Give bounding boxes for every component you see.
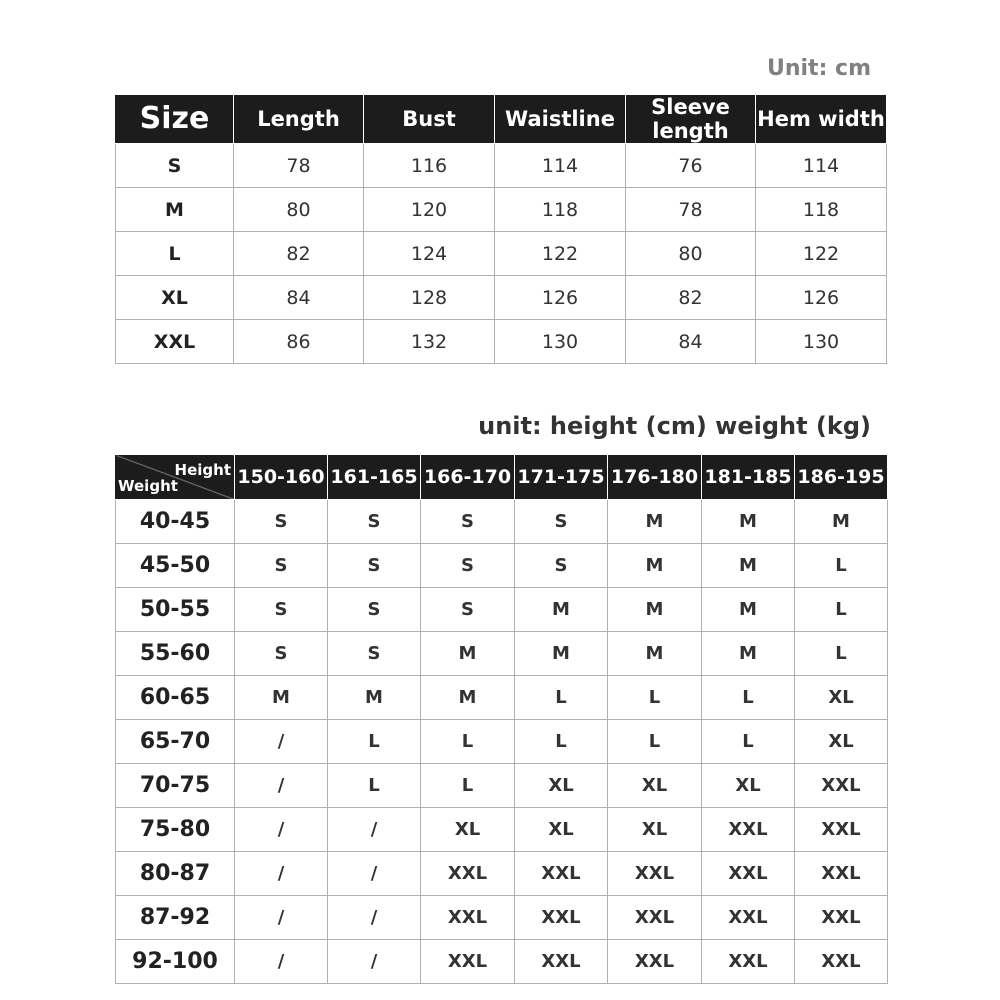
- recommended-size-cell: S: [421, 544, 515, 588]
- size-chart-header-cell: Hem width: [756, 95, 887, 144]
- measurement-cell: 80: [234, 188, 364, 232]
- weight-range-cell: 92-100: [116, 940, 235, 984]
- recommended-size-cell: XXL: [702, 852, 795, 896]
- recommended-size-cell: /: [235, 764, 328, 808]
- size-chart-header-cell: Sleeve length: [626, 95, 756, 144]
- size-chart-header-row: [116, 95, 887, 144]
- recommended-size-cell: /: [328, 852, 421, 896]
- size-chart-unit-label: Unit: cm: [766, 56, 871, 81]
- recommended-size-cell: /: [235, 808, 328, 852]
- measurement-cell: 78: [234, 144, 364, 188]
- recommended-size-cell: S: [421, 588, 515, 632]
- recommended-size-cell: S: [328, 588, 421, 632]
- recommended-size-cell: XXL: [795, 764, 888, 808]
- measurement-cell: 122: [756, 232, 887, 276]
- size-chart-row: [116, 232, 887, 276]
- measurement-cell: 130: [756, 320, 887, 364]
- measurement-cell: 84: [234, 276, 364, 320]
- size-chart-row: [116, 276, 887, 320]
- recommended-size-cell: S: [328, 500, 421, 544]
- weight-range-cell: 55-60: [116, 632, 235, 676]
- measurement-cell: 116: [364, 144, 495, 188]
- measurement-cell: 114: [756, 144, 887, 188]
- height-range-header-cell: 186-195: [795, 455, 888, 500]
- recommended-size-cell: XXL: [608, 852, 702, 896]
- recommended-size-cell: XXL: [702, 808, 795, 852]
- measurement-cell: 114: [495, 144, 626, 188]
- recommended-size-cell: L: [608, 676, 702, 720]
- recommended-size-cell: S: [235, 588, 328, 632]
- measurement-cell: 126: [495, 276, 626, 320]
- measurement-cell: 124: [364, 232, 495, 276]
- height-range-header-cell: 171-175: [515, 455, 608, 500]
- recommended-size-cell: XXL: [608, 896, 702, 940]
- corner-height-label: Height: [174, 461, 231, 479]
- recommended-size-cell: L: [608, 720, 702, 764]
- measurement-cell: 118: [756, 188, 887, 232]
- weight-range-cell: 65-70: [116, 720, 235, 764]
- recommendation-row: [116, 852, 888, 896]
- recommended-size-cell: M: [702, 632, 795, 676]
- recommended-size-cell: XXL: [702, 940, 795, 984]
- size-label-cell: S: [116, 144, 234, 188]
- recommended-size-cell: M: [515, 588, 608, 632]
- size-chart-header-cell: Size: [116, 95, 234, 144]
- recommended-size-cell: XL: [795, 720, 888, 764]
- size-chart-header-cell: Waistline: [495, 95, 626, 144]
- height-range-header-cell: 176-180: [608, 455, 702, 500]
- weight-range-cell: 60-65: [116, 676, 235, 720]
- measurement-cell: 76: [626, 144, 756, 188]
- recommendation-row: [116, 808, 888, 852]
- recommended-size-cell: L: [795, 544, 888, 588]
- recommended-size-cell: M: [702, 544, 795, 588]
- recommended-size-cell: XL: [515, 808, 608, 852]
- height-range-header-cell: 150-160: [235, 455, 328, 500]
- recommendation-row: [116, 588, 888, 632]
- recommended-size-cell: S: [235, 544, 328, 588]
- recommended-size-cell: XXL: [795, 808, 888, 852]
- recommendation-header-row: [116, 455, 888, 500]
- size-chart-table: [115, 94, 887, 364]
- recommended-size-cell: /: [328, 940, 421, 984]
- weight-range-cell: 50-55: [116, 588, 235, 632]
- weight-range-cell: 87-92: [116, 896, 235, 940]
- recommended-size-cell: XL: [608, 764, 702, 808]
- size-recommendation-table: [115, 454, 888, 984]
- recommended-size-cell: S: [328, 544, 421, 588]
- measurement-cell: 126: [756, 276, 887, 320]
- recommended-size-cell: L: [421, 720, 515, 764]
- measurement-cell: 78: [626, 188, 756, 232]
- recommendation-row: [116, 764, 888, 808]
- recommended-size-cell: M: [608, 500, 702, 544]
- measurement-cell: 120: [364, 188, 495, 232]
- recommended-size-cell: L: [515, 720, 608, 764]
- recommended-size-cell: S: [235, 500, 328, 544]
- size-label-cell: L: [116, 232, 234, 276]
- size-label-cell: XL: [116, 276, 234, 320]
- recommendation-unit-label: unit: height (cm) weight (kg): [478, 412, 871, 440]
- recommended-size-cell: XXL: [795, 852, 888, 896]
- recommended-size-cell: M: [235, 676, 328, 720]
- weight-range-cell: 70-75: [116, 764, 235, 808]
- height-weight-corner-cell: [116, 455, 235, 500]
- recommended-size-cell: L: [702, 676, 795, 720]
- recommended-size-cell: XXL: [515, 852, 608, 896]
- recommended-size-cell: XXL: [608, 940, 702, 984]
- recommended-size-cell: XXL: [795, 940, 888, 984]
- size-chart-row: [116, 320, 887, 364]
- recommended-size-cell: M: [421, 632, 515, 676]
- recommended-size-cell: S: [515, 544, 608, 588]
- size-chart-row: [116, 188, 887, 232]
- recommended-size-cell: L: [328, 720, 421, 764]
- height-range-header-cell: 181-185: [702, 455, 795, 500]
- recommended-size-cell: XXL: [421, 896, 515, 940]
- measurement-cell: 84: [626, 320, 756, 364]
- recommended-size-cell: S: [328, 632, 421, 676]
- measurement-cell: 118: [495, 188, 626, 232]
- recommended-size-cell: XXL: [515, 940, 608, 984]
- recommended-size-cell: L: [515, 676, 608, 720]
- recommended-size-cell: S: [421, 500, 515, 544]
- recommended-size-cell: XXL: [421, 940, 515, 984]
- recommended-size-cell: /: [235, 720, 328, 764]
- recommendation-row: [116, 940, 888, 984]
- recommended-size-cell: M: [608, 632, 702, 676]
- measurement-cell: 82: [626, 276, 756, 320]
- recommended-size-cell: S: [515, 500, 608, 544]
- recommendation-row: [116, 544, 888, 588]
- height-range-header-cell: 166-170: [421, 455, 515, 500]
- recommendation-row: [116, 632, 888, 676]
- recommended-size-cell: XL: [608, 808, 702, 852]
- measurement-cell: 122: [495, 232, 626, 276]
- recommendation-row: [116, 676, 888, 720]
- height-range-header-cell: 161-165: [328, 455, 421, 500]
- recommended-size-cell: XXL: [421, 852, 515, 896]
- recommended-size-cell: XXL: [515, 896, 608, 940]
- recommendation-row: [116, 896, 888, 940]
- recommended-size-cell: L: [795, 632, 888, 676]
- recommended-size-cell: M: [515, 632, 608, 676]
- recommended-size-cell: M: [608, 544, 702, 588]
- recommendation-row: [116, 720, 888, 764]
- recommended-size-cell: L: [795, 588, 888, 632]
- measurement-cell: 82: [234, 232, 364, 276]
- recommended-size-cell: M: [702, 588, 795, 632]
- corner-weight-label: Weight: [118, 477, 178, 495]
- recommended-size-cell: XL: [421, 808, 515, 852]
- recommended-size-cell: L: [702, 720, 795, 764]
- measurement-cell: 128: [364, 276, 495, 320]
- weight-range-cell: 45-50: [116, 544, 235, 588]
- weight-range-cell: 80-87: [116, 852, 235, 896]
- recommended-size-cell: XL: [702, 764, 795, 808]
- recommended-size-cell: M: [421, 676, 515, 720]
- measurement-cell: 80: [626, 232, 756, 276]
- size-label-cell: M: [116, 188, 234, 232]
- recommended-size-cell: XXL: [702, 896, 795, 940]
- measurement-cell: 132: [364, 320, 495, 364]
- recommended-size-cell: /: [328, 808, 421, 852]
- recommended-size-cell: M: [795, 500, 888, 544]
- recommended-size-cell: M: [608, 588, 702, 632]
- recommended-size-cell: S: [235, 632, 328, 676]
- recommendation-row: [116, 500, 888, 544]
- weight-range-cell: 75-80: [116, 808, 235, 852]
- recommended-size-cell: XL: [515, 764, 608, 808]
- recommended-size-cell: L: [421, 764, 515, 808]
- recommended-size-cell: /: [235, 940, 328, 984]
- recommended-size-cell: /: [328, 896, 421, 940]
- recommended-size-cell: M: [328, 676, 421, 720]
- recommended-size-cell: /: [235, 852, 328, 896]
- recommended-size-cell: XL: [795, 676, 888, 720]
- size-chart-row: [116, 144, 887, 188]
- recommended-size-cell: L: [328, 764, 421, 808]
- size-label-cell: XXL: [116, 320, 234, 364]
- recommended-size-cell: XXL: [795, 896, 888, 940]
- size-chart-header-cell: Bust: [364, 95, 495, 144]
- size-chart-header-cell: Length: [234, 95, 364, 144]
- measurement-cell: 86: [234, 320, 364, 364]
- recommended-size-cell: M: [702, 500, 795, 544]
- recommended-size-cell: /: [235, 896, 328, 940]
- measurement-cell: 130: [495, 320, 626, 364]
- weight-range-cell: 40-45: [116, 500, 235, 544]
